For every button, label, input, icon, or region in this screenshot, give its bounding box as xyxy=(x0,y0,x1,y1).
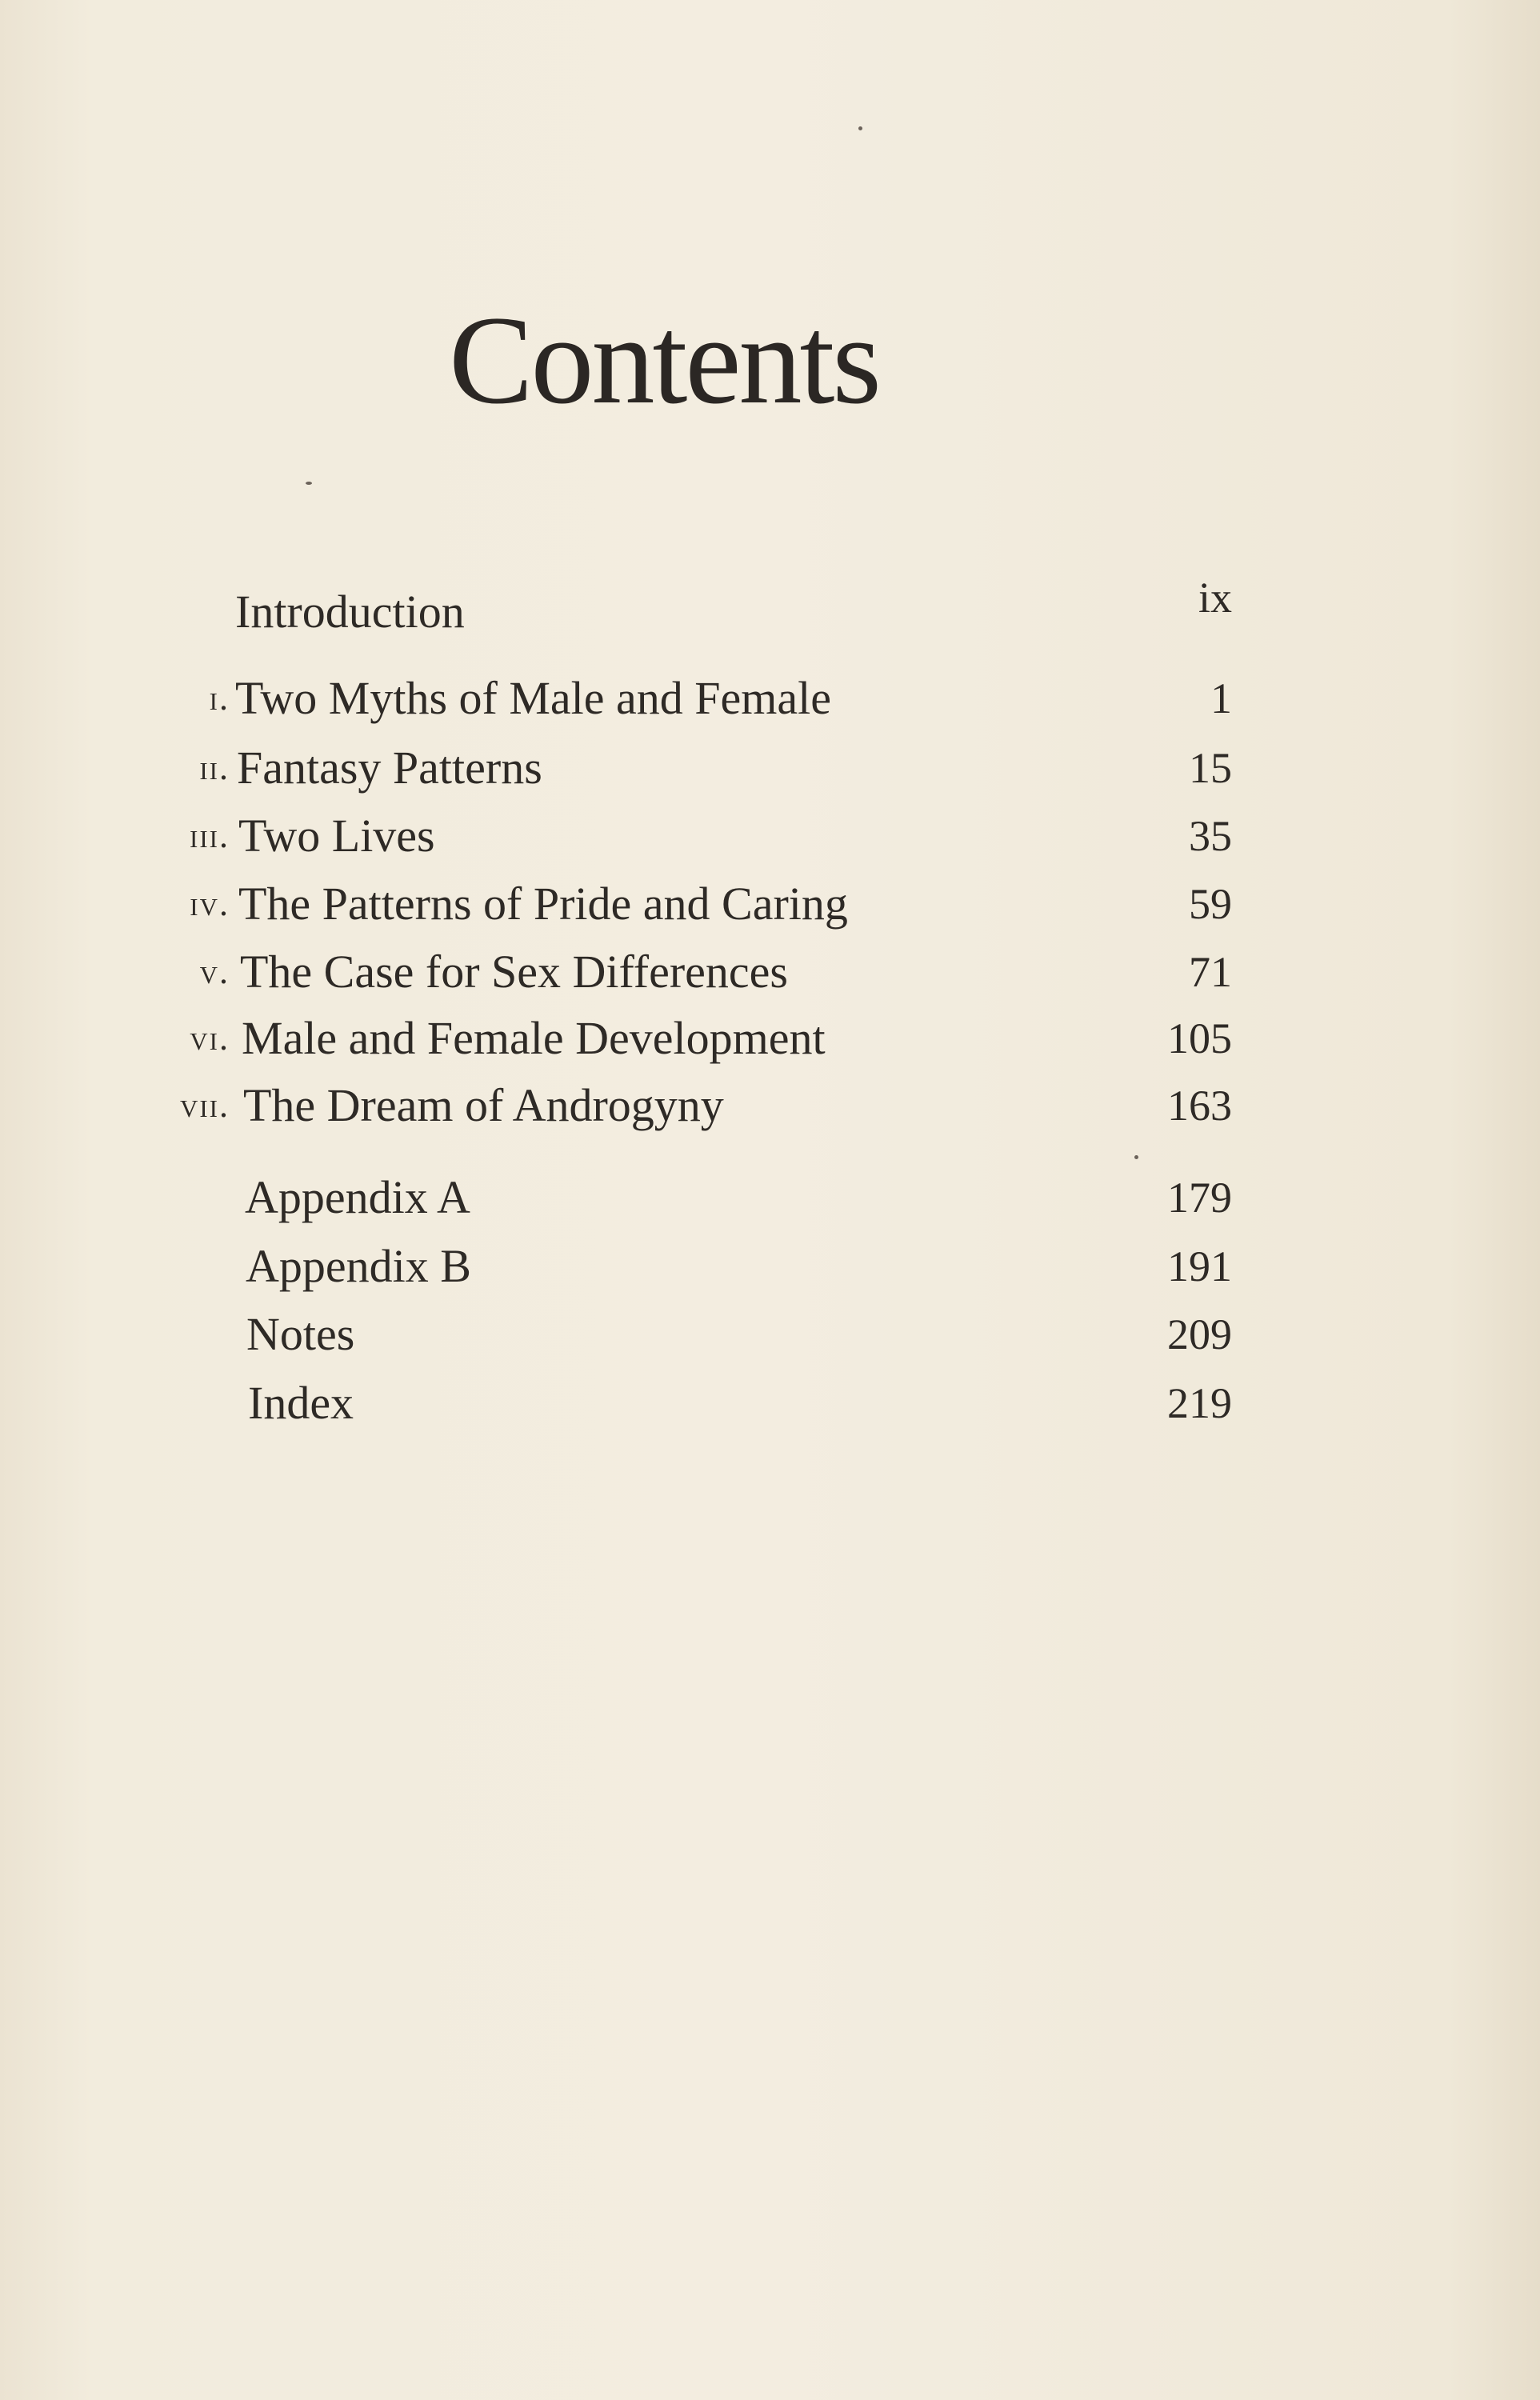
entry-page-number: ix xyxy=(1198,574,1232,622)
chapter-numeral: ii. xyxy=(199,748,230,787)
chapter-numeral: vi. xyxy=(190,1018,230,1058)
chapter-numeral: iv. xyxy=(190,884,230,923)
entry-title: Index xyxy=(248,1377,354,1429)
toc-entry-appendix-b xyxy=(0,1234,1540,1298)
toc-entry-chapter-7 xyxy=(0,1074,1540,1138)
entry-title: Appendix B xyxy=(246,1240,471,1292)
entry-page-number: 105 xyxy=(1167,1014,1232,1062)
toc-entry-appendix-a xyxy=(0,1166,1540,1230)
entry-title: The Case for Sex Differences xyxy=(240,946,788,998)
toc-entry-chapter-5 xyxy=(0,940,1540,1004)
chapter-numeral: v. xyxy=(199,952,230,991)
toc-entry-introduction xyxy=(0,574,1540,644)
entry-page-number: 219 xyxy=(1167,1379,1232,1427)
entry-page-number: 15 xyxy=(1189,744,1232,792)
entry-title: The Dream of Androgyny xyxy=(243,1079,724,1131)
entry-title: Notes xyxy=(246,1308,355,1360)
entry-page-number: 59 xyxy=(1189,880,1232,928)
entry-title: Fantasy Patterns xyxy=(237,742,542,794)
page-title: Contents xyxy=(449,290,879,430)
entry-title: Male and Female Development xyxy=(242,1012,826,1064)
chapter-numeral: i. xyxy=(209,678,230,718)
toc-entry-chapter-6 xyxy=(0,1006,1540,1070)
entry-page-number: 191 xyxy=(1167,1242,1232,1290)
entry-title: Appendix A xyxy=(245,1171,470,1223)
toc-entry-chapter-2 xyxy=(0,736,1540,800)
paper-speck xyxy=(1134,1155,1138,1159)
entry-page-number: 1 xyxy=(1210,674,1232,722)
paper-speck xyxy=(306,482,312,485)
entry-page-number: 179 xyxy=(1167,1174,1232,1222)
entry-page-number: 35 xyxy=(1189,812,1232,860)
toc-entry-chapter-3 xyxy=(0,804,1540,868)
entry-title: The Patterns of Pride and Caring xyxy=(238,878,848,930)
entry-title: Two Myths of Male and Female xyxy=(235,672,831,724)
entry-title: Two Lives xyxy=(238,810,435,862)
entry-title: Introduction xyxy=(235,586,465,638)
entry-page-number: 163 xyxy=(1167,1082,1232,1130)
paper-speck xyxy=(858,126,862,130)
chapter-numeral: vii. xyxy=(179,1086,230,1125)
entry-page-number: 209 xyxy=(1167,1310,1232,1358)
toc-entry-chapter-1 xyxy=(0,666,1540,730)
toc-entry-notes xyxy=(0,1302,1540,1366)
toc-entry-chapter-4 xyxy=(0,872,1540,936)
entry-page-number: 71 xyxy=(1189,948,1232,996)
chapter-numeral: iii. xyxy=(190,816,230,855)
toc-entry-index xyxy=(0,1371,1540,1435)
